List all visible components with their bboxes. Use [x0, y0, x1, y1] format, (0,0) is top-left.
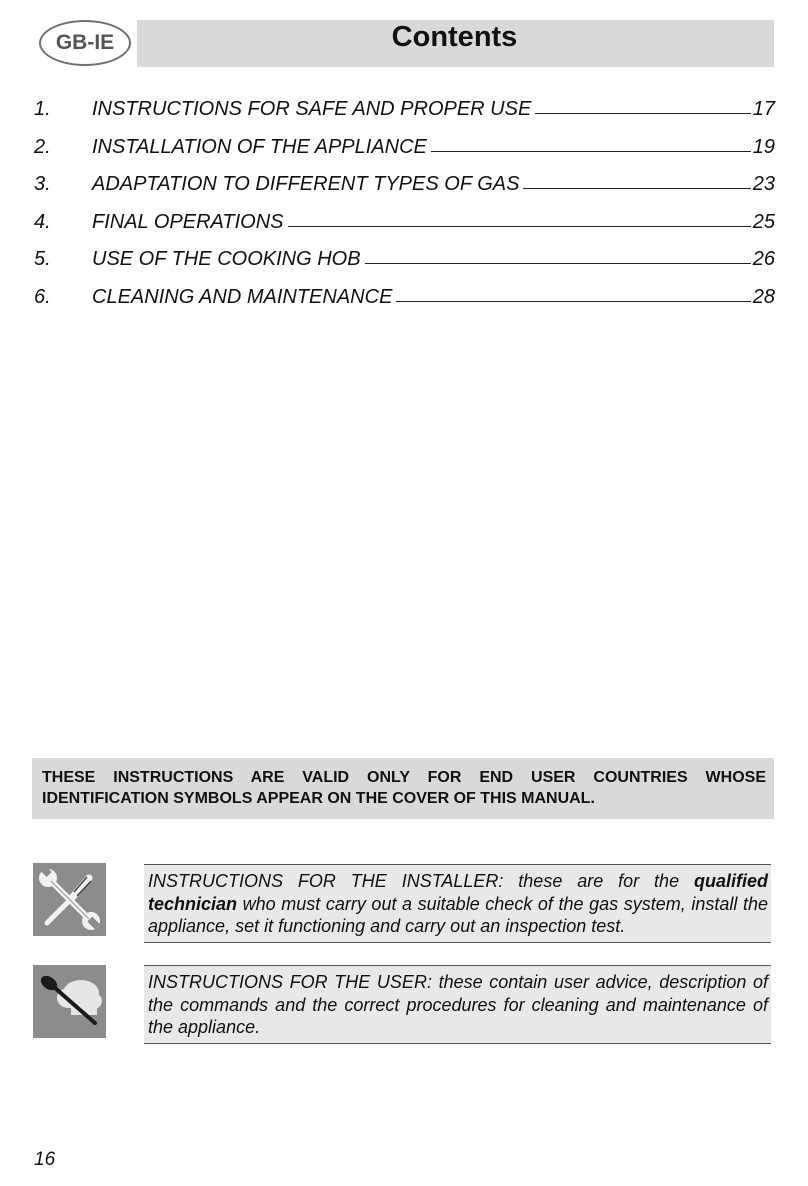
toc-leader — [523, 188, 750, 189]
toc-number: 1. — [34, 98, 51, 120]
toc-page: 26 — [752, 248, 775, 270]
toc-entry-4[interactable] — [34, 211, 775, 249]
installer-text-start: INSTRUCTIONS FOR THE INSTALLER: these are for the — [148, 871, 694, 891]
page-number: 16 — [34, 1149, 56, 1170]
toc-number: 2. — [34, 135, 51, 158]
toc-entry-2[interactable] — [34, 136, 775, 174]
toc-entry-5[interactable] — [34, 248, 775, 286]
toc-leader — [535, 113, 750, 114]
toc-page: 25 — [752, 210, 775, 233]
user-instructions: INSTRUCTIONS FOR THE USER: these contain user advice, description of the commands and the correct procedures for cleaning and maintenance of the appliance. — [144, 965, 771, 1044]
toc-entry-6[interactable] — [34, 286, 775, 324]
toc-label: INSTALLATION OF THE APPLIANCE — [92, 135, 427, 158]
toc-label: USE OF THE COOKING HOB — [92, 248, 361, 270]
region-badge: GB-IE — [39, 20, 131, 66]
installer-instructions — [144, 864, 771, 943]
toc-page: 28 — [752, 285, 775, 308]
toc-leader — [431, 151, 751, 152]
installer-text-end: who must carry out a suitable check of the gas system, install the appliance, set it functioning and carry out an inspection test. — [148, 893, 768, 936]
table-of-contents — [34, 98, 775, 323]
toc-number: 3. — [34, 173, 51, 195]
toc-label: ADAPTATION TO DIFFERENT TYPES OF GAS — [92, 173, 520, 195]
toc-label: FINAL OPERATIONS — [92, 210, 284, 233]
toc-leader — [396, 301, 750, 302]
toc-page: 19 — [752, 135, 775, 158]
installer-text-bold: qualified technician — [148, 871, 768, 914]
toc-label: CLEANING AND MAINTENANCE — [92, 285, 393, 308]
toc-leader — [365, 263, 751, 264]
toc-label: INSTRUCTIONS FOR SAFE AND PROPER USE — [92, 98, 532, 120]
toc-number: 4. — [34, 210, 51, 233]
page-title: Contents — [391, 21, 518, 53]
title-bar — [137, 20, 774, 67]
validity-notice: THESE INSTRUCTIONS ARE VALID ONLY FOR END USER COUNTRIES WHOSE IDENTIFICATION SYMBOLS APPEAR ON THE COVER OF THIS MANUAL. — [32, 758, 774, 819]
toc-leader — [288, 226, 751, 227]
tools-icon — [33, 863, 106, 936]
toc-entry-3[interactable] — [34, 173, 775, 211]
toc-number: 6. — [34, 285, 51, 308]
toc-page: 17 — [752, 98, 775, 120]
toc-page: 23 — [752, 173, 775, 195]
chef-spoon-icon — [33, 965, 106, 1038]
toc-entry-1[interactable] — [34, 98, 775, 136]
toc-number: 5. — [34, 248, 51, 270]
